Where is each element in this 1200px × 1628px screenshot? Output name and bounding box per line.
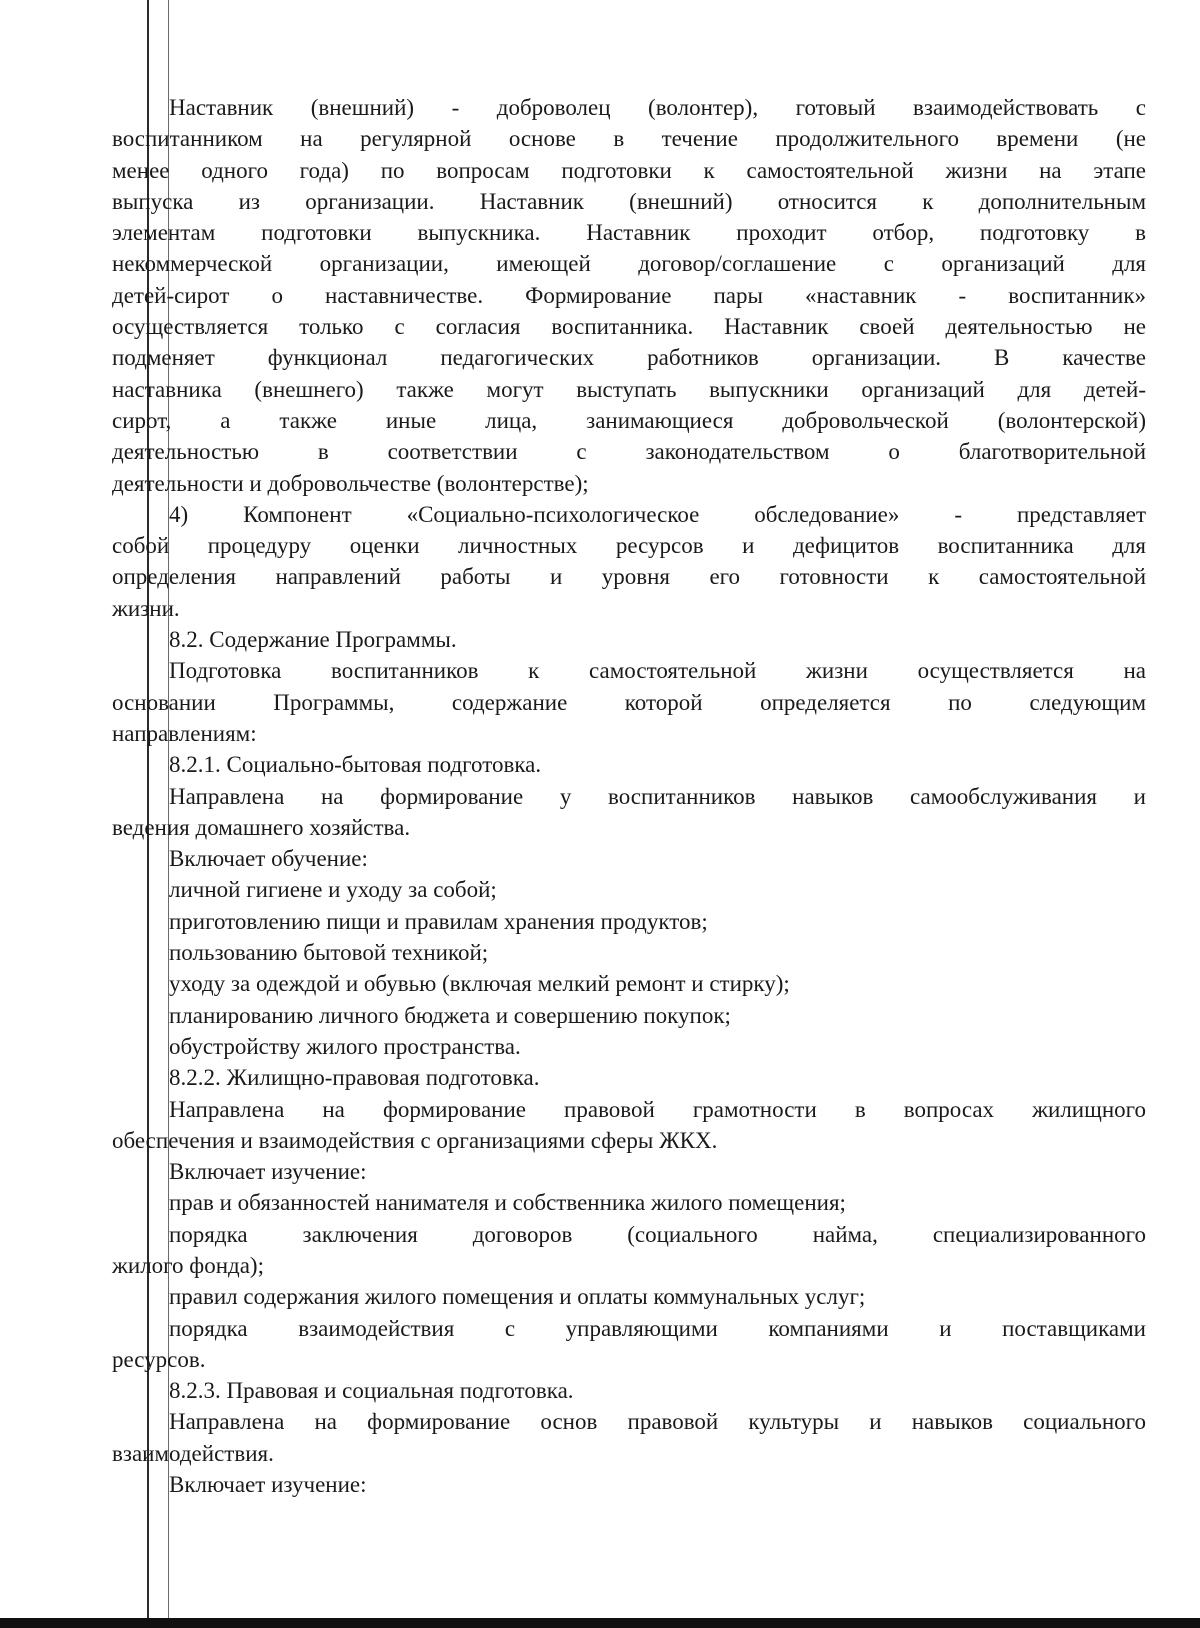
- list-item-continuation: ресурсов.: [112, 1346, 206, 1372]
- paragraph-line: подменяет функционал педагогических работников организации. В качестве: [112, 345, 1146, 371]
- paragraph-line: сирот, а также иные лица, занимающиеся добровольческой (волонтерской): [112, 407, 1146, 433]
- document-body: [112, 92, 1146, 1500]
- paragraph-line: деятельностью в соответствии с законодательством о благотворительной: [112, 439, 1146, 465]
- paragraph-line: собой процедуру оценки личностных ресурсов и дефицитов воспитанника для: [112, 533, 1146, 559]
- list-item: прав и обязанностей нанимателя и собственника жилого помещения;: [169, 1190, 846, 1216]
- paragraph-line: взаимодействия.: [112, 1440, 274, 1466]
- paragraph-line: элементам подготовки выпускника. Наставник проходит отбор, подготовку в: [112, 220, 1146, 246]
- list-item: правил содержания жилого помещения и оплаты коммунальных услуг;: [169, 1284, 866, 1310]
- scan-artifact-bottom-edge: [0, 1618, 1200, 1628]
- paragraph-line: воспитанником на регулярной основе в течение продолжительного времени (не: [112, 126, 1146, 152]
- list-item: приготовлению пищи и правилам хранения продуктов;: [169, 908, 708, 934]
- list-item: уходу за одеждой и обувью (включая мелкий ремонт и стирку);: [169, 971, 790, 997]
- section-heading: 8.2.1. Социально-бытовая подготовка.: [169, 752, 542, 778]
- paragraph-line: Включает обучение:: [169, 846, 368, 872]
- paragraph-line: некоммерческой организации, имеющей договор/соглашение с организаций для: [112, 251, 1146, 277]
- paragraph-line: основании Программы, содержание которой определяется по следующим: [112, 689, 1146, 715]
- paragraph-line: Включает изучение:: [169, 1472, 367, 1498]
- list-item: порядка заключения договоров (социального найма, специализированного: [169, 1221, 1146, 1247]
- paragraph-line: наставника (внешнего) также могут выступать выпускники организаций для детей-: [112, 376, 1146, 402]
- paragraph-line: детей-сирот о наставничестве. Формирование пары «наставник - воспитанник»: [112, 282, 1146, 308]
- paragraph-line: направлениям:: [112, 720, 257, 746]
- paragraph-line: осуществляется только с согласия воспитанника. Наставник своей деятельностью не: [112, 314, 1146, 340]
- paragraph-line: обеспечения и взаимодействия с организациями сферы ЖКХ.: [112, 1127, 718, 1153]
- paragraph-line: Направлена на формирование основ правовой культуры и навыков социального: [169, 1409, 1146, 1435]
- paragraph-line: определения направлений работы и уровня его готовности к самостоятельной: [112, 564, 1146, 590]
- section-heading: 8.2. Содержание Программы.: [169, 627, 457, 653]
- paragraph-line: Включает изучение:: [169, 1159, 367, 1185]
- paragraph-line: выпуска из организации. Наставник (внешний) относится к дополнительным: [112, 188, 1146, 214]
- paragraph-line: Подготовка воспитанников к самостоятельной жизни осуществляется на: [169, 658, 1146, 684]
- list-item: планированию личного бюджета и совершению покупок;: [169, 1002, 731, 1028]
- paragraph-line: 4) Компонент «Социально-психологическое обследование» - представляет: [169, 501, 1146, 527]
- paragraph-line: деятельности и добровольчестве (волонтерстве);: [112, 470, 589, 496]
- list-item: обустройству жилого пространства.: [169, 1033, 521, 1059]
- paragraph-line: жизни.: [112, 595, 180, 621]
- paragraph-line: ведения домашнего хозяйства.: [112, 814, 411, 840]
- paragraph-line: Направлена на формирование правовой грамотности в вопросах жилищного: [169, 1096, 1146, 1122]
- paragraph-line: менее одного года) по вопросам подготовки к самостоятельной жизни на этапе: [112, 157, 1146, 183]
- list-item-continuation: жилого фонда);: [112, 1252, 264, 1278]
- section-heading: 8.2.3. Правовая и социальная подготовка.: [169, 1378, 574, 1404]
- list-item: пользованию бытовой техникой;: [169, 940, 489, 966]
- list-item: личной гигиене и уходу за собой;: [169, 877, 497, 903]
- paragraph-line: Наставник (внешний) - доброволец (волонтер), готовый взаимодействовать с: [169, 95, 1146, 120]
- paragraph-line: Направлена на формирование у воспитанников навыков самообслуживания и: [169, 783, 1146, 809]
- list-item: порядка взаимодействия с управляющими компаниями и поставщиками: [169, 1315, 1146, 1341]
- section-heading: 8.2.2. Жилищно-правовая подготовка.: [169, 1065, 540, 1091]
